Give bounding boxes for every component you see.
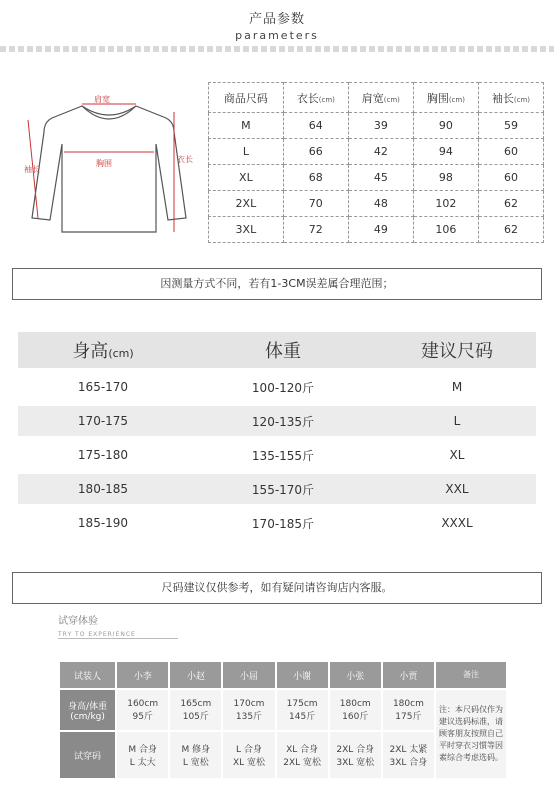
table-cell: M: [451, 380, 463, 394]
table-cell: 59: [478, 113, 543, 139]
table-cell: 185-190: [77, 516, 129, 530]
table-cell: 64: [283, 113, 348, 139]
row-label: 试穿码: [60, 732, 115, 778]
try-on-section: [58, 612, 508, 768]
table-cell: 60: [478, 139, 543, 165]
header-cell: 袖长(cm): [478, 83, 543, 113]
table-cell: 3XL: [209, 217, 284, 243]
tester-name: 小谢: [277, 662, 328, 688]
table-cell: 180-185: [77, 482, 129, 496]
table-cell: 2XL 合身 3XL 宽松: [330, 732, 381, 778]
table-header-row: [18, 332, 536, 368]
table-row: [18, 440, 536, 470]
table-row: [209, 113, 544, 139]
section-header: [0, 8, 554, 42]
table-cell: XXL: [445, 482, 469, 496]
try-on-table: [58, 660, 508, 780]
divider: [0, 46, 554, 52]
table-cell: 165-170: [77, 380, 129, 394]
table-cell: M: [209, 113, 284, 139]
table-cell: XXXL: [441, 516, 473, 530]
sleeve-label: 袖长: [24, 165, 40, 174]
table-cell: 45: [348, 165, 413, 191]
table-row: [209, 191, 544, 217]
tester-name: 小赵: [170, 662, 221, 688]
table-cell: L 合身 XL 宽松: [223, 732, 274, 778]
size-advice-notice: 尺码建议仅供参考，如有疑问请咨询店内客服。: [12, 572, 542, 604]
table-cell: 170cm 135斤: [223, 690, 274, 730]
header-cell: 商品尺码: [209, 83, 284, 113]
table-cell: 160cm 95斤: [117, 690, 168, 730]
shirt-measurement-diagram: [24, 92, 194, 242]
table-cell: 70: [283, 191, 348, 217]
table-cell: 102: [413, 191, 478, 217]
length-label: 衣长: [177, 155, 193, 164]
table-cell: L: [453, 414, 461, 428]
header-cell: 建议尺码: [421, 341, 493, 362]
table-row: [209, 165, 544, 191]
table-cell: 175-180: [77, 448, 129, 462]
table-cell: M 合身 L 太大: [117, 732, 168, 778]
header-cell: 肩宽(cm): [348, 83, 413, 113]
try-on-title: 试穿体验: [58, 616, 98, 627]
tester-name: 小屈: [223, 662, 274, 688]
table-cell: XL: [209, 165, 284, 191]
table-cell: 49: [348, 217, 413, 243]
row-label: 身高/体重(cm/kg): [60, 690, 115, 730]
table-cell: 170-175: [77, 414, 129, 428]
page-title: 产品参数: [248, 12, 305, 27]
table-row: [18, 406, 536, 436]
table-cell: 170-185斤: [251, 516, 315, 531]
try-on-subtitle: TRY TO EXPERIENCE: [58, 631, 136, 638]
table-row: [18, 508, 536, 538]
table-cell: 72: [283, 217, 348, 243]
table-cell: 100-120斤: [251, 380, 315, 395]
table-row: [60, 690, 506, 730]
table-cell: 180cm 160斤: [330, 690, 381, 730]
divider: [58, 638, 178, 639]
header-cell: 衣长(cm): [283, 83, 348, 113]
table-cell: 62: [478, 191, 543, 217]
table-cell: 66: [283, 139, 348, 165]
size-chart-table: [208, 82, 544, 243]
table-row: [209, 139, 544, 165]
table-cell: M 修身 L 宽松: [170, 732, 221, 778]
table-cell: 175cm 145斤: [277, 690, 328, 730]
header-cell: 胸围(cm): [413, 83, 478, 113]
table-row: [209, 217, 544, 243]
note-header: 备注: [436, 662, 506, 688]
table-cell: 165cm 105斤: [170, 690, 221, 730]
size-recommendation-table: [18, 332, 536, 538]
tester-name: 小贾: [383, 662, 434, 688]
table-cell: 2XL 太紧 3XL 合身: [383, 732, 434, 778]
table-cell: 98: [413, 165, 478, 191]
table-row: [18, 372, 536, 402]
chest-label: 胸围: [96, 159, 112, 168]
table-cell: 120-135斤: [251, 414, 315, 429]
table-cell: 2XL: [209, 191, 284, 217]
page-subtitle: parameters: [235, 29, 319, 42]
measurement-notice: 因测量方式不同，若有1-3CM误差属合理范围；: [12, 268, 542, 300]
table-cell: 90: [413, 113, 478, 139]
table-cell: 62: [478, 217, 543, 243]
table-cell: 60: [478, 165, 543, 191]
table-cell: XL 合身 2XL 宽松: [277, 732, 328, 778]
table-cell: 135-155斤: [251, 448, 315, 463]
table-cell: XL: [449, 448, 465, 462]
table-cell: 155-170斤: [251, 482, 315, 497]
table-cell: L: [209, 139, 284, 165]
table-cell: 68: [283, 165, 348, 191]
note-text: 注：本尺码仅作为建议选码标准，请顾客朋友按照自己平时穿衣习惯等因素综合考虑选码。: [436, 690, 506, 778]
header-cell: 身高(cm): [72, 341, 134, 362]
table-cell: 94: [413, 139, 478, 165]
table-cell: 42: [348, 139, 413, 165]
header-cell: 体重: [265, 341, 301, 362]
shoulder-label: 肩宽: [94, 95, 110, 104]
table-cell: 180cm 175斤: [383, 690, 434, 730]
table-header-row: [60, 662, 506, 688]
row-label: 试装人: [60, 662, 115, 688]
table-header-row: [209, 83, 544, 113]
tester-name: 小张: [330, 662, 381, 688]
table-cell: 48: [348, 191, 413, 217]
table-cell: 39: [348, 113, 413, 139]
table-row: [18, 474, 536, 504]
tester-name: 小李: [117, 662, 168, 688]
table-cell: 106: [413, 217, 478, 243]
